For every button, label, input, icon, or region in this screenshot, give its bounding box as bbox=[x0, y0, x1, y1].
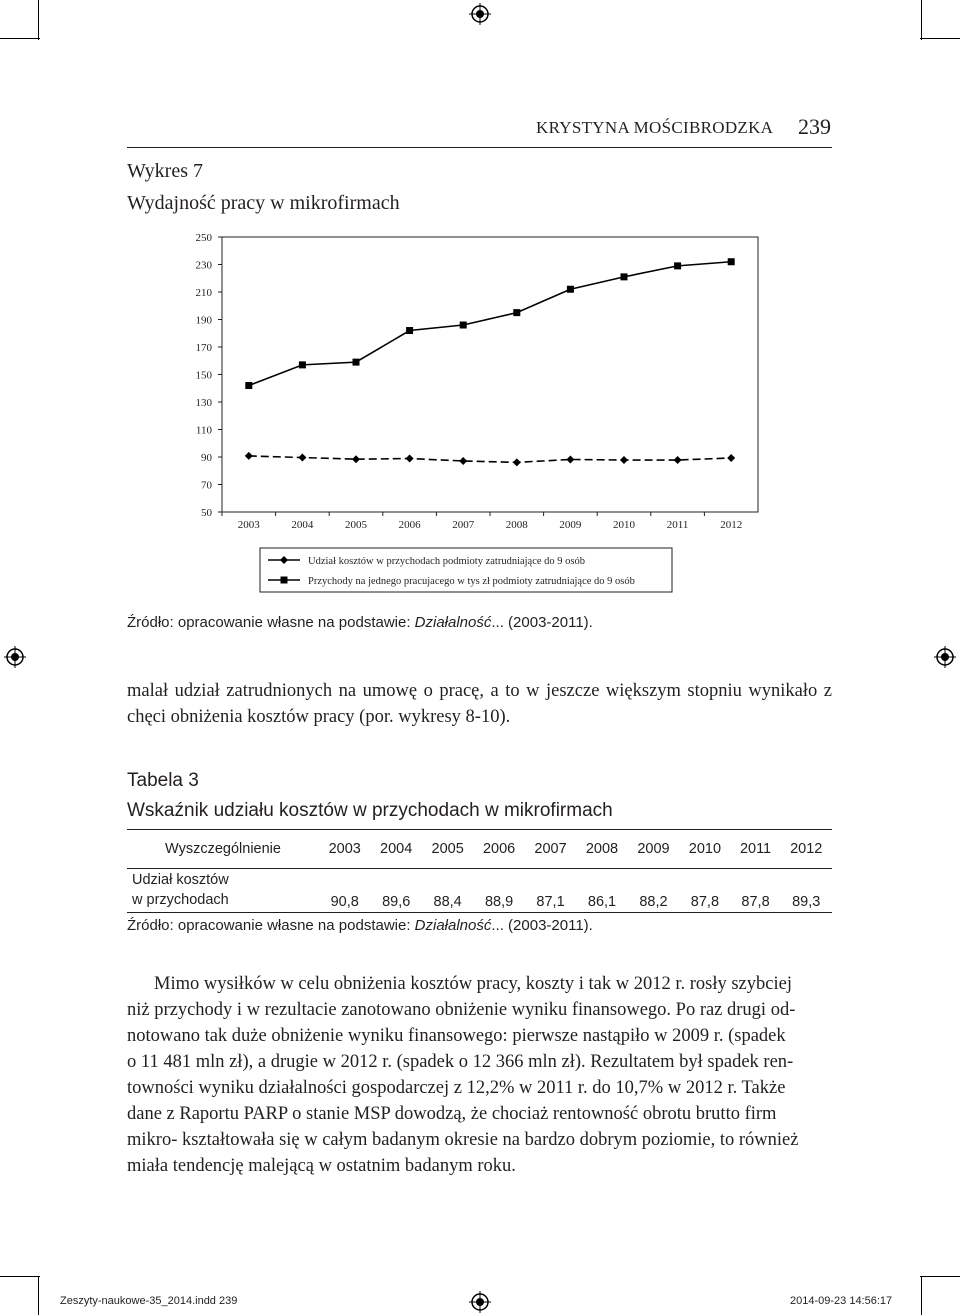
table-row-label: Udział kosztów w przychodach bbox=[127, 869, 319, 913]
table-title: Wskaźnik udziału kosztów w przychodach w mikrofirmach bbox=[127, 800, 613, 821]
crop-mark bbox=[38, 0, 39, 40]
data-point-diamond bbox=[245, 452, 253, 460]
x-tick-label: 2011 bbox=[666, 519, 689, 531]
footer-datetime: 2014-09-23 14:56:17 bbox=[790, 1295, 893, 1307]
table-header-cell: 2008 bbox=[576, 830, 627, 869]
table-cell: 89,3 bbox=[780, 869, 832, 913]
x-tick-label: 2009 bbox=[559, 519, 582, 531]
table-header-cell: 2011 bbox=[731, 830, 781, 869]
footer-file-slug: Zeszyty-naukowe-35_2014.indd 239 bbox=[60, 1295, 238, 1307]
data-point-square bbox=[460, 322, 467, 329]
data-point-square bbox=[728, 258, 735, 265]
crop-mark bbox=[0, 1276, 40, 1277]
legend-label: Udział kosztów w przychodach podmioty zatrudniające do 9 osób bbox=[308, 556, 586, 567]
y-tick-label: 150 bbox=[195, 369, 212, 382]
table-header-row bbox=[127, 830, 832, 869]
table-cell: 90,8 bbox=[319, 869, 370, 913]
table-header-cell: 2006 bbox=[473, 830, 524, 869]
registration-mark-icon bbox=[469, 1291, 491, 1313]
table-label: Tabela 3 bbox=[127, 770, 199, 791]
table-source: Źródło: opracowanie własne na podstawie: Działalność... (2003-2011). bbox=[127, 917, 593, 934]
figure-label: Wykres 7 bbox=[127, 160, 203, 182]
table-cell: 88,2 bbox=[628, 869, 679, 913]
crop-mark bbox=[921, 1276, 922, 1315]
table-header-cell: 2005 bbox=[422, 830, 473, 869]
data-point-square bbox=[621, 273, 628, 280]
data-point-diamond bbox=[620, 456, 628, 464]
crop-mark bbox=[38, 1276, 39, 1315]
table-header-cell: 2010 bbox=[679, 830, 730, 869]
table-header-cell: 2012 bbox=[780, 830, 832, 869]
data-point-diamond bbox=[352, 455, 360, 463]
data-point-square bbox=[513, 309, 520, 316]
data-point-square bbox=[674, 262, 681, 269]
y-tick-label: 110 bbox=[195, 424, 212, 437]
table-cell: 89,6 bbox=[370, 869, 421, 913]
data-point-square bbox=[567, 286, 574, 293]
figure-title: Wydajność pracy w mikrofirmach bbox=[127, 192, 400, 214]
registration-mark-icon bbox=[4, 646, 26, 668]
crop-mark bbox=[920, 1276, 960, 1277]
table-header-cell: 2003 bbox=[319, 830, 370, 869]
legend-marker-square bbox=[281, 577, 288, 584]
table-header-cell: 2009 bbox=[628, 830, 679, 869]
x-tick-label: 2004 bbox=[291, 519, 314, 531]
data-point-diamond bbox=[298, 454, 306, 462]
table-cell: 86,1 bbox=[576, 869, 627, 913]
body-paragraph-1: malał udział zatrudnionych na umowę o pracę, a to w jeszcze większym stopniu wynikało z chęci obniżenia kosztów pracy (por. wykresy 8-10). bbox=[127, 681, 832, 727]
data-point-square bbox=[406, 327, 413, 334]
legend-label: Przychody na jednego pracujacego w tys zł podmioty zatrudniające do 9 osób bbox=[308, 576, 635, 587]
crop-mark bbox=[921, 0, 922, 40]
table-header-cell: 2007 bbox=[525, 830, 576, 869]
registration-mark-icon bbox=[934, 646, 956, 668]
data-point-diamond bbox=[459, 457, 467, 465]
data-point-square bbox=[353, 359, 360, 366]
running-header-author: KRYSTYNA MOŚCIBRODZKA bbox=[536, 118, 774, 137]
y-tick-label: 70 bbox=[201, 479, 212, 492]
table-cell: 87,8 bbox=[731, 869, 781, 913]
table-header-cell: 2004 bbox=[370, 830, 421, 869]
registration-mark-icon bbox=[469, 3, 491, 25]
y-tick-label: 250 bbox=[195, 232, 212, 244]
x-tick-label: 2006 bbox=[398, 519, 421, 531]
table-cell: 88,4 bbox=[422, 869, 473, 913]
figure-source: Źródło: opracowanie własne na podstawie: Działalność... (2003-2011). bbox=[127, 614, 593, 631]
y-tick-label: 50 bbox=[201, 507, 212, 519]
data-point-diamond bbox=[513, 458, 521, 466]
table-cell: 88,9 bbox=[473, 869, 524, 913]
y-tick-label: 190 bbox=[195, 314, 212, 327]
header-rule bbox=[127, 147, 832, 148]
body-paragraph-2: Mimo wysiłków w celu obniżenia kosztów pracy, koszty i tak w 2012 r. rosły szybciej niż przychody i w rezultacie zanotowano obniżenie wyniku finansowego. Po raz drugi od- notowano tak duże obniżenie wyniku finansowego: pierwsze nastąpiło w 2009 r. (spadek o 11 481 mln zł), a drugie w 2012 r. (spadek o 12 366 mln zł). Rezultatem był spadek ren- towności wyniku działalności gospodarczej z 12,2% w 2011 r. do 10,7% w 2012 r. Także dane z Raportu PARP o stanie MSP dowodzą, że chociaż rentowność obrotu brutto firm mikro- kształtowała się w całym badanym okresie na bardzo dobrym poziomie, to również miała tendencję malejącą w ostatnim badanym roku. bbox=[127, 974, 799, 1176]
data-point-diamond bbox=[727, 454, 735, 462]
y-tick-label: 210 bbox=[195, 287, 212, 299]
y-tick-label: 90 bbox=[201, 452, 212, 464]
data-point-square bbox=[299, 361, 306, 368]
x-tick-label: 2010 bbox=[613, 519, 635, 531]
line-chart bbox=[150, 225, 790, 600]
y-tick-label: 230 bbox=[195, 259, 212, 272]
x-tick-label: 2003 bbox=[237, 519, 260, 531]
series-line bbox=[249, 456, 731, 462]
data-point-diamond bbox=[674, 456, 682, 464]
data-table bbox=[127, 829, 832, 913]
table-header-cell: Wyszczególnienie bbox=[127, 830, 319, 869]
x-tick-label: 2012 bbox=[720, 519, 743, 531]
data-point-diamond bbox=[566, 455, 574, 463]
plot-area-frame bbox=[222, 237, 758, 512]
x-tick-label: 2008 bbox=[505, 519, 528, 531]
y-tick-label: 170 bbox=[195, 342, 212, 354]
x-tick-label: 2005 bbox=[345, 519, 367, 531]
series-line bbox=[249, 262, 731, 386]
table-cell: 87,8 bbox=[679, 869, 730, 913]
x-tick-label: 2007 bbox=[452, 519, 475, 531]
data-point-square bbox=[245, 382, 252, 389]
y-tick-label: 130 bbox=[195, 397, 212, 409]
data-point-diamond bbox=[406, 455, 414, 463]
crop-mark bbox=[0, 38, 40, 39]
table-row bbox=[127, 869, 832, 913]
table-cell: 87,1 bbox=[525, 869, 576, 913]
page-number: 239 bbox=[798, 114, 831, 139]
crop-mark bbox=[920, 38, 960, 39]
